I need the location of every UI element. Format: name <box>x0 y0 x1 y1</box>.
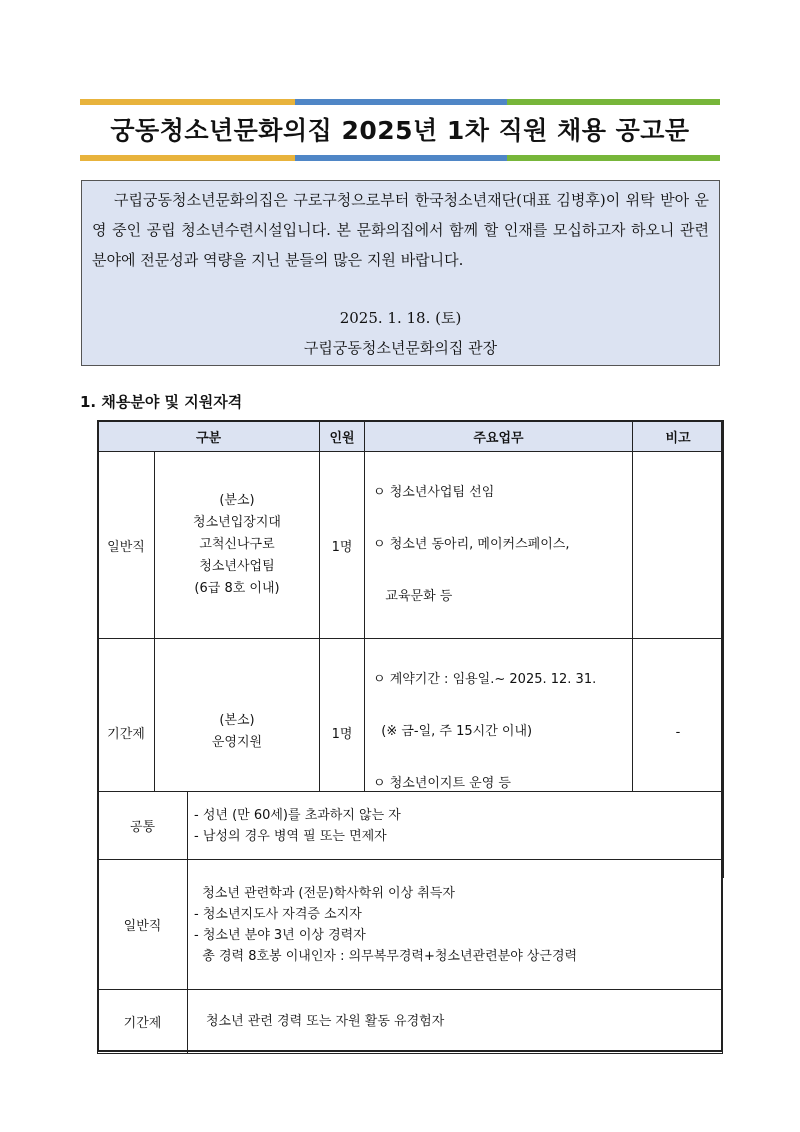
row-count: 1명 <box>320 639 365 827</box>
requirement-label: 기간제 <box>98 990 188 1053</box>
header-count: 인원 <box>320 421 365 452</box>
notice-date: 2025. 1. 18. (토) <box>339 309 462 327</box>
title-top-rule <box>80 99 720 105</box>
row-type: 기간제 <box>98 639 155 827</box>
section-title: 1. 채용분야 및 지원자격 <box>80 393 243 411</box>
header-duties: 주요업무 <box>365 421 633 452</box>
row-type: 일반직 <box>98 452 155 639</box>
row-position: (본소) 운영지원 <box>155 639 320 827</box>
requirement-lines: 청소년 관련학과 (전문)학사학위 이상 취득자 - 청소년지도사 자격증 소지자 - 청소년 분야 3년 이상 경력자 총 경력 8호봉 이내인자 : 의무복무경력+청소년관련분야 상근경력 <box>194 885 578 964</box>
requirement-lines: - 성년 (만 60세)를 초과하지 않는 자 - 남성의 경우 병역 필 또는 면제자 <box>194 807 401 844</box>
requirement-row-general <box>97 859 723 989</box>
row-duties: ㅇ 청소년사업팀 선임 ㅇ 청소년 동아리, 메이커스페이스, 교육문화 등 <box>365 452 633 639</box>
requirement-row-contract <box>97 989 723 1054</box>
header-category: 구분 <box>98 421 320 452</box>
table-header-row <box>98 421 724 452</box>
notice-box <box>81 180 720 366</box>
requirements-grid <box>97 791 723 1054</box>
row-count: 1명 <box>320 452 365 639</box>
table-row <box>98 452 724 639</box>
title-bottom-rule <box>80 155 720 161</box>
requirement-label: 일반직 <box>98 860 188 989</box>
requirement-lines: 청소년 관련 경력 또는 자원 활동 유경험자 <box>206 1014 445 1029</box>
header-note: 비고 <box>633 421 724 452</box>
notice-intro: 구립궁동청소년문화의집은 구로구청으로부터 한국청소년재단(대표 김병후)이 위탁 받아 운영 중인 공립 청소년수련시설입니다. 본 문화의집에서 함께 할 인재를 모십하고자 하오니 관련 분야에 전문성과 역량을 지닌 분들의 많은 지원 바랍니다. <box>92 191 709 269</box>
row-note: - <box>633 639 724 827</box>
row-position: (분소) 청소년입장지대 고척신나구로 청소년사업팀 (6급 8호 이내) <box>155 452 320 639</box>
requirement-label: 공통 <box>98 792 188 859</box>
row-duties: ㅇ 계약기간 : 임용일.~ 2025. 12. 31. (※ 금-일, 주 15시간 이내) ㅇ 청소년이지트 운영 등 <box>365 639 633 827</box>
notice-issuer: 구립궁동청소년문화의집 관장 <box>303 339 498 357</box>
page-title: 궁동청소년문화의집 2025년 1차 직원 채용 공고문 <box>110 116 690 145</box>
requirement-row-common <box>97 791 723 859</box>
row-note <box>633 452 724 639</box>
